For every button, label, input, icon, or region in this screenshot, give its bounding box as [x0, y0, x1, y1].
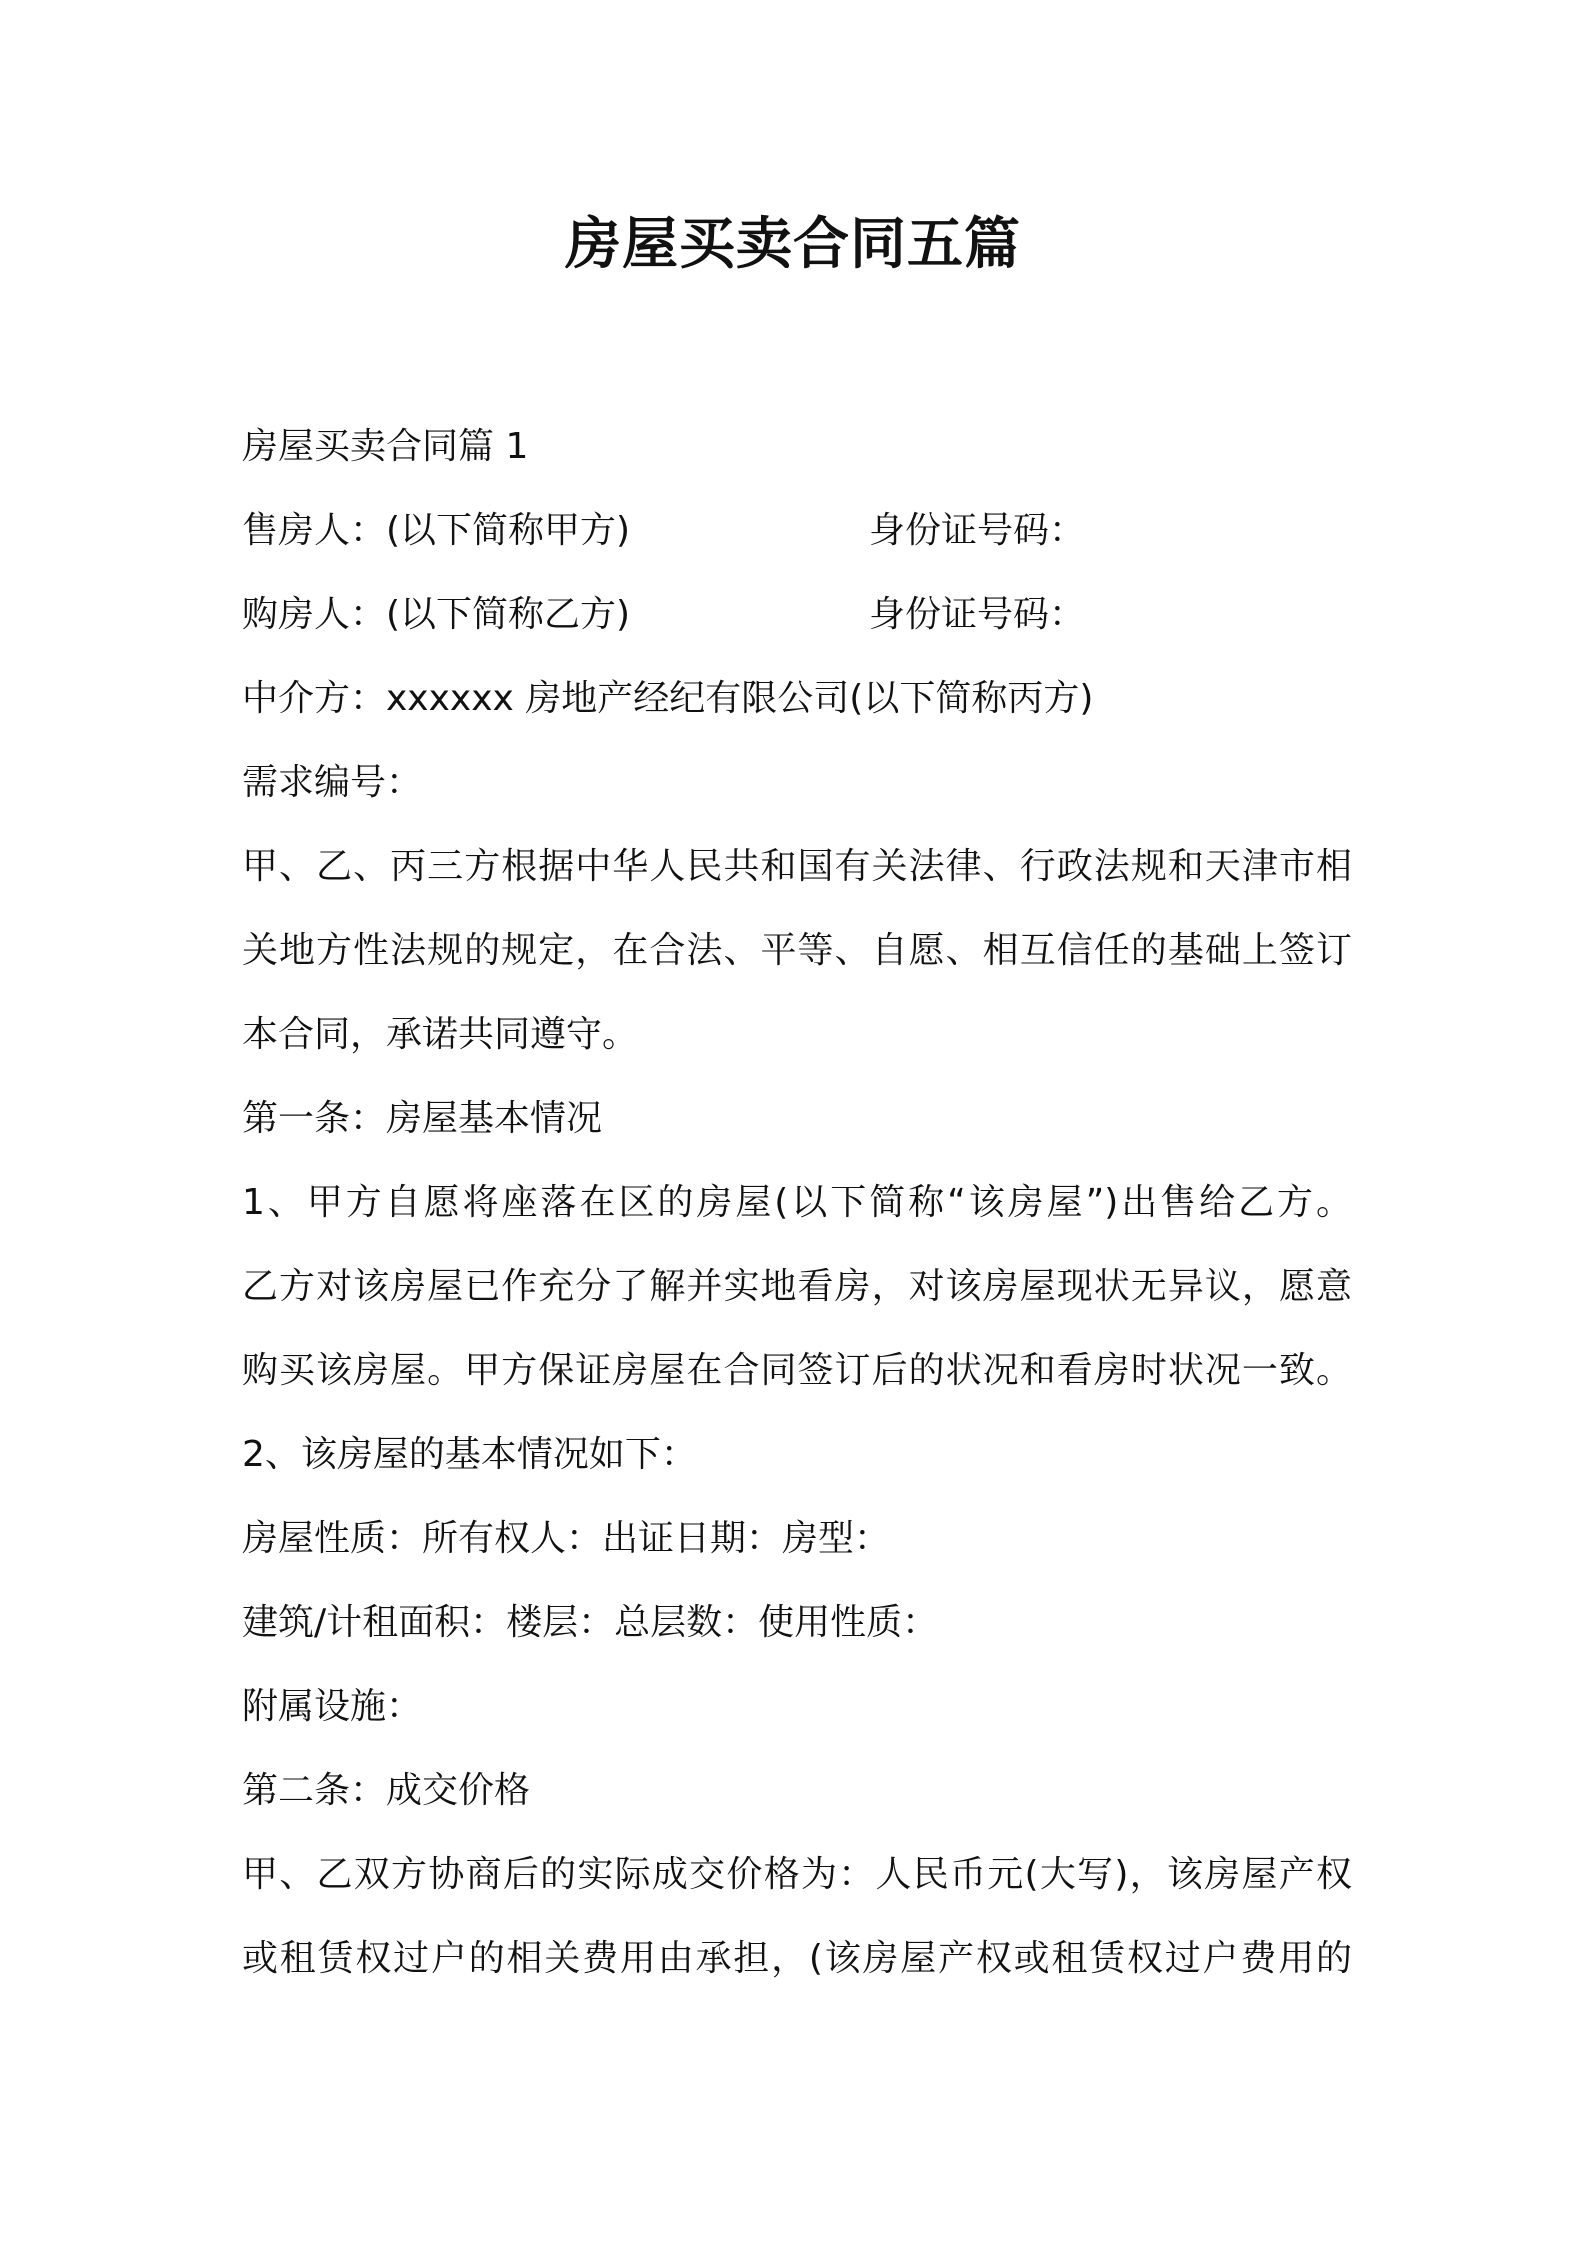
- property-details-line: 房屋性质：所有权人：出证日期：房型：: [242, 1518, 891, 1559]
- buyer-label: 购房人：(以下简称乙方): [242, 594, 631, 635]
- article2-title: 第二条：成交价格: [242, 1770, 531, 1811]
- document-title: 房屋买卖合同五篇: [565, 212, 1021, 277]
- seller-row: [242, 489, 1352, 573]
- demand-number-line: 需求编号：: [242, 762, 423, 803]
- seller-label: 售房人：(以下简称甲方): [242, 510, 631, 551]
- property-details-line: 建筑/计租面积：楼层：总层数：使用性质：: [242, 1602, 939, 1643]
- document-body: [242, 405, 1352, 2001]
- buyer-row: [242, 573, 1352, 657]
- section-heading: 房屋买卖合同篇 1: [242, 426, 529, 467]
- seller-id-label: 身份证号码：: [869, 510, 1086, 551]
- preamble-line: 甲、乙、丙三方根据中华人民共和国有关法律、行政法规和天津市相: [242, 846, 1352, 887]
- preamble-line: 本合同，承诺共同遵守。: [242, 1014, 639, 1055]
- buyer-id-label: 身份证号码：: [869, 594, 1086, 635]
- article2-paragraph-line: 或租赁权过户的相关费用由承担，(该房屋产权或租赁权过户费用的: [242, 1938, 1352, 1979]
- article2-paragraph-line: 甲、乙双方协商后的实际成交价格为：人民币元(大写)，该房屋产权: [242, 1854, 1352, 1895]
- article1-paragraph-line: 购买该房屋。甲方保证房屋在合同签订后的状况和看房时状况一致。: [242, 1350, 1352, 1391]
- preamble-line: 关地方性法规的规定，在合法、平等、自愿、相互信任的基础上签订: [242, 930, 1352, 971]
- agent-line: 中介方：xxxxxx 房地产经纪有限公司(以下简称丙方): [242, 678, 1094, 719]
- article1-paragraph-line: 乙方对该房屋已作充分了解并实地看房，对该房屋现状无异议，愿意: [242, 1266, 1352, 1307]
- article1-paragraph-line: 1、甲方自愿将座落在区的房屋(以下简称“该房屋”)出售给乙方。: [242, 1182, 1352, 1223]
- article1-title: 第一条：房屋基本情况: [242, 1098, 603, 1139]
- article1-item2: 2、该房屋的基本情况如下：: [242, 1434, 697, 1475]
- facilities-line: 附属设施：: [242, 1686, 423, 1727]
